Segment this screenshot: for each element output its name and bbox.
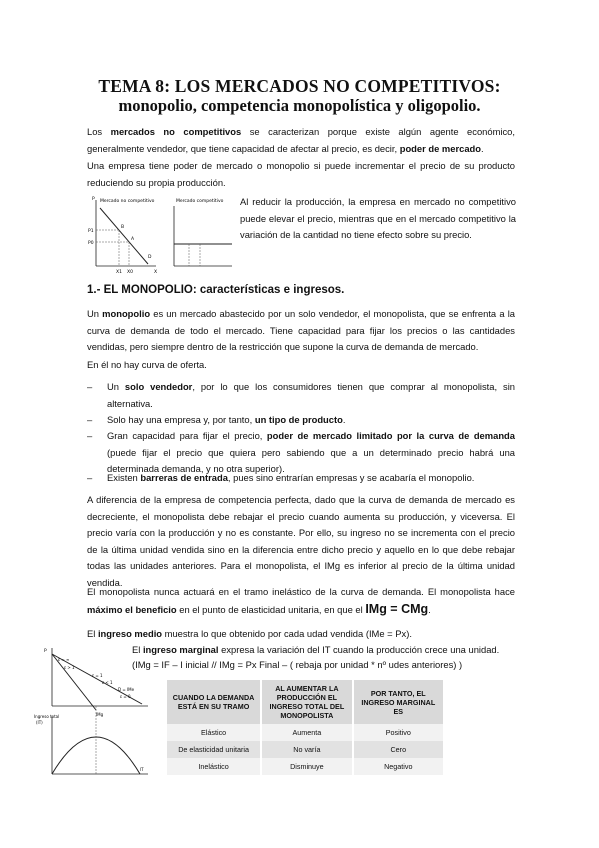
table-cell: Disminuye: [261, 758, 352, 775]
label-eps-1: ε = 1: [92, 673, 103, 678]
intro-paragraph-2: Una empresa tiene poder de mercado o monopolio si puede incrementar el precio de su producto reduciendo su propia producción.: [87, 160, 515, 188]
table-cell: Aumenta: [261, 724, 352, 741]
figure-right-title: Mercado competitivo: [176, 199, 224, 204]
table-header-cell: POR TANTO, EL INGRESO MARGINAL ES: [353, 680, 444, 724]
label-p0: P0: [88, 241, 94, 246]
monopolio-paragraph-2: En él no hay curva de oferta.: [87, 359, 207, 370]
table-header-row: [167, 680, 444, 724]
table-row: [167, 724, 444, 741]
label-p1: P1: [88, 229, 94, 234]
table-header-cell: AL AUMENTAR LA PRODUCCIÓN EL INGRESO TOTAL DEL MONOPOLISTA: [261, 680, 352, 724]
monopolio-paragraph-4: El monopolista nunca actuará en el tramo inelástico de la curva de demanda. El monopolista hace máximo el beneficio en el punto de elasticidad unitaria, en que el IMg = CMg.: [87, 586, 515, 616]
table-cell: Cero: [353, 741, 444, 758]
label-it-axis: IT: [140, 767, 144, 772]
section-heading-monopolio: 1.- EL MONOPOLIO: características e ingresos.: [87, 284, 345, 296]
label-a: A: [131, 237, 135, 242]
intro-paragraph-1: Los mercados no competitivos se caracterizan porque existe algún agente económico, generalmente vendedor, que tiene capacidad de afectar al precio, es decir, poder de mercado.: [87, 126, 515, 154]
label-x0: X0: [127, 270, 133, 275]
label-p: P: [92, 197, 95, 202]
label-p: P: [44, 649, 47, 654]
figure-left-title: Mercado no competitivo: [100, 199, 155, 204]
label-eps-inf: ε = ∞: [58, 657, 70, 662]
table-cell: Positivo: [353, 724, 444, 741]
monopolio-paragraph-1: Un monopolio es un mercado abastecido por un solo vendedor, el monopolista, que se enfrenta a la curva de demanda de todo el mercado. Tiene capacidad para fijar los precios o las cantidades vendidas, pero siempre dentro de la restricción que supone la curva de demanda de mercado.: [87, 308, 515, 352]
elasticity-table: [167, 680, 445, 775]
monopoly-revenue-figure: [34, 644, 152, 778]
label-eps-gt1: ε > 1: [64, 665, 75, 670]
document-title: TEMA 8: LOS MERCADOS NO COMPETITIVOS:: [98, 76, 501, 96]
demand-curve-left: [100, 208, 148, 264]
market-comparison-figure: [84, 194, 236, 278]
table-header-cell: CUANDO LA DEMANDA ESTÁ EN SU TRAMO: [167, 680, 261, 724]
label-d: D: [148, 255, 152, 260]
document-subtitle: monopolio, competencia monopolística y oligopolio.: [118, 96, 481, 115]
ingreso-marginal-formula: (IMg = IF – I inicial // IMg = Px Final – ( rebaja por unidad * nº udes anteriores) ): [132, 659, 463, 670]
table-row: [167, 758, 444, 775]
label-it-abbr: (IT): [36, 720, 43, 725]
table-cell: No varía: [261, 741, 352, 758]
table-cell: Negativo: [353, 758, 444, 775]
marginal-revenue-curve: [52, 654, 96, 710]
intro-paragraph-3: Al reducir la producción, la empresa en mercado no competitivo puede elevar el precio, mientras que en el mercado competitivo la variación de la cantidad no tiene efecto sobre su precio.: [240, 196, 516, 240]
label-b: B: [121, 225, 125, 230]
ingreso-marginal-paragraph: El ingreso marginal expresa la variación del IT cuando la producción crece una unidad.: [132, 644, 500, 655]
table-row: [167, 741, 444, 758]
monopolio-paragraph-3: A diferencia de la empresa de competencia perfecta, dado que la curva de demanda de mercado es decreciente, el monopolista debe rebajar el precio cuando aumenta su producción, y viceversa. El precio varía con la producción y no es constante. Por ello, su ingreso no se incrementa con el precio de la última unidad vendida sino en la diferencia entre dicho precio y aquello en lo que debe rebajar todas las unidades anteriores. Para el monopolista, el IMg es inferior al precio de la última unidad vendida.: [87, 494, 515, 588]
label-demand: D = IMe: [118, 687, 135, 692]
table-cell: De elasticidad unitaria: [167, 741, 261, 758]
ingreso-medio-paragraph: El ingreso medio muestra lo que obtenido por cada udad vendida (IMe = Px).: [87, 628, 412, 639]
label-img: IMg: [96, 712, 104, 717]
label-x: X: [154, 270, 158, 275]
label-x1: X1: [116, 270, 122, 275]
table-cell: Elástico: [167, 724, 261, 741]
label-it-title: Ingreso total: [34, 714, 60, 719]
label-eps-0: ε = 0: [120, 694, 131, 699]
table-cell: Inelástico: [167, 758, 261, 775]
label-eps-lt1: ε < 1: [102, 680, 113, 685]
